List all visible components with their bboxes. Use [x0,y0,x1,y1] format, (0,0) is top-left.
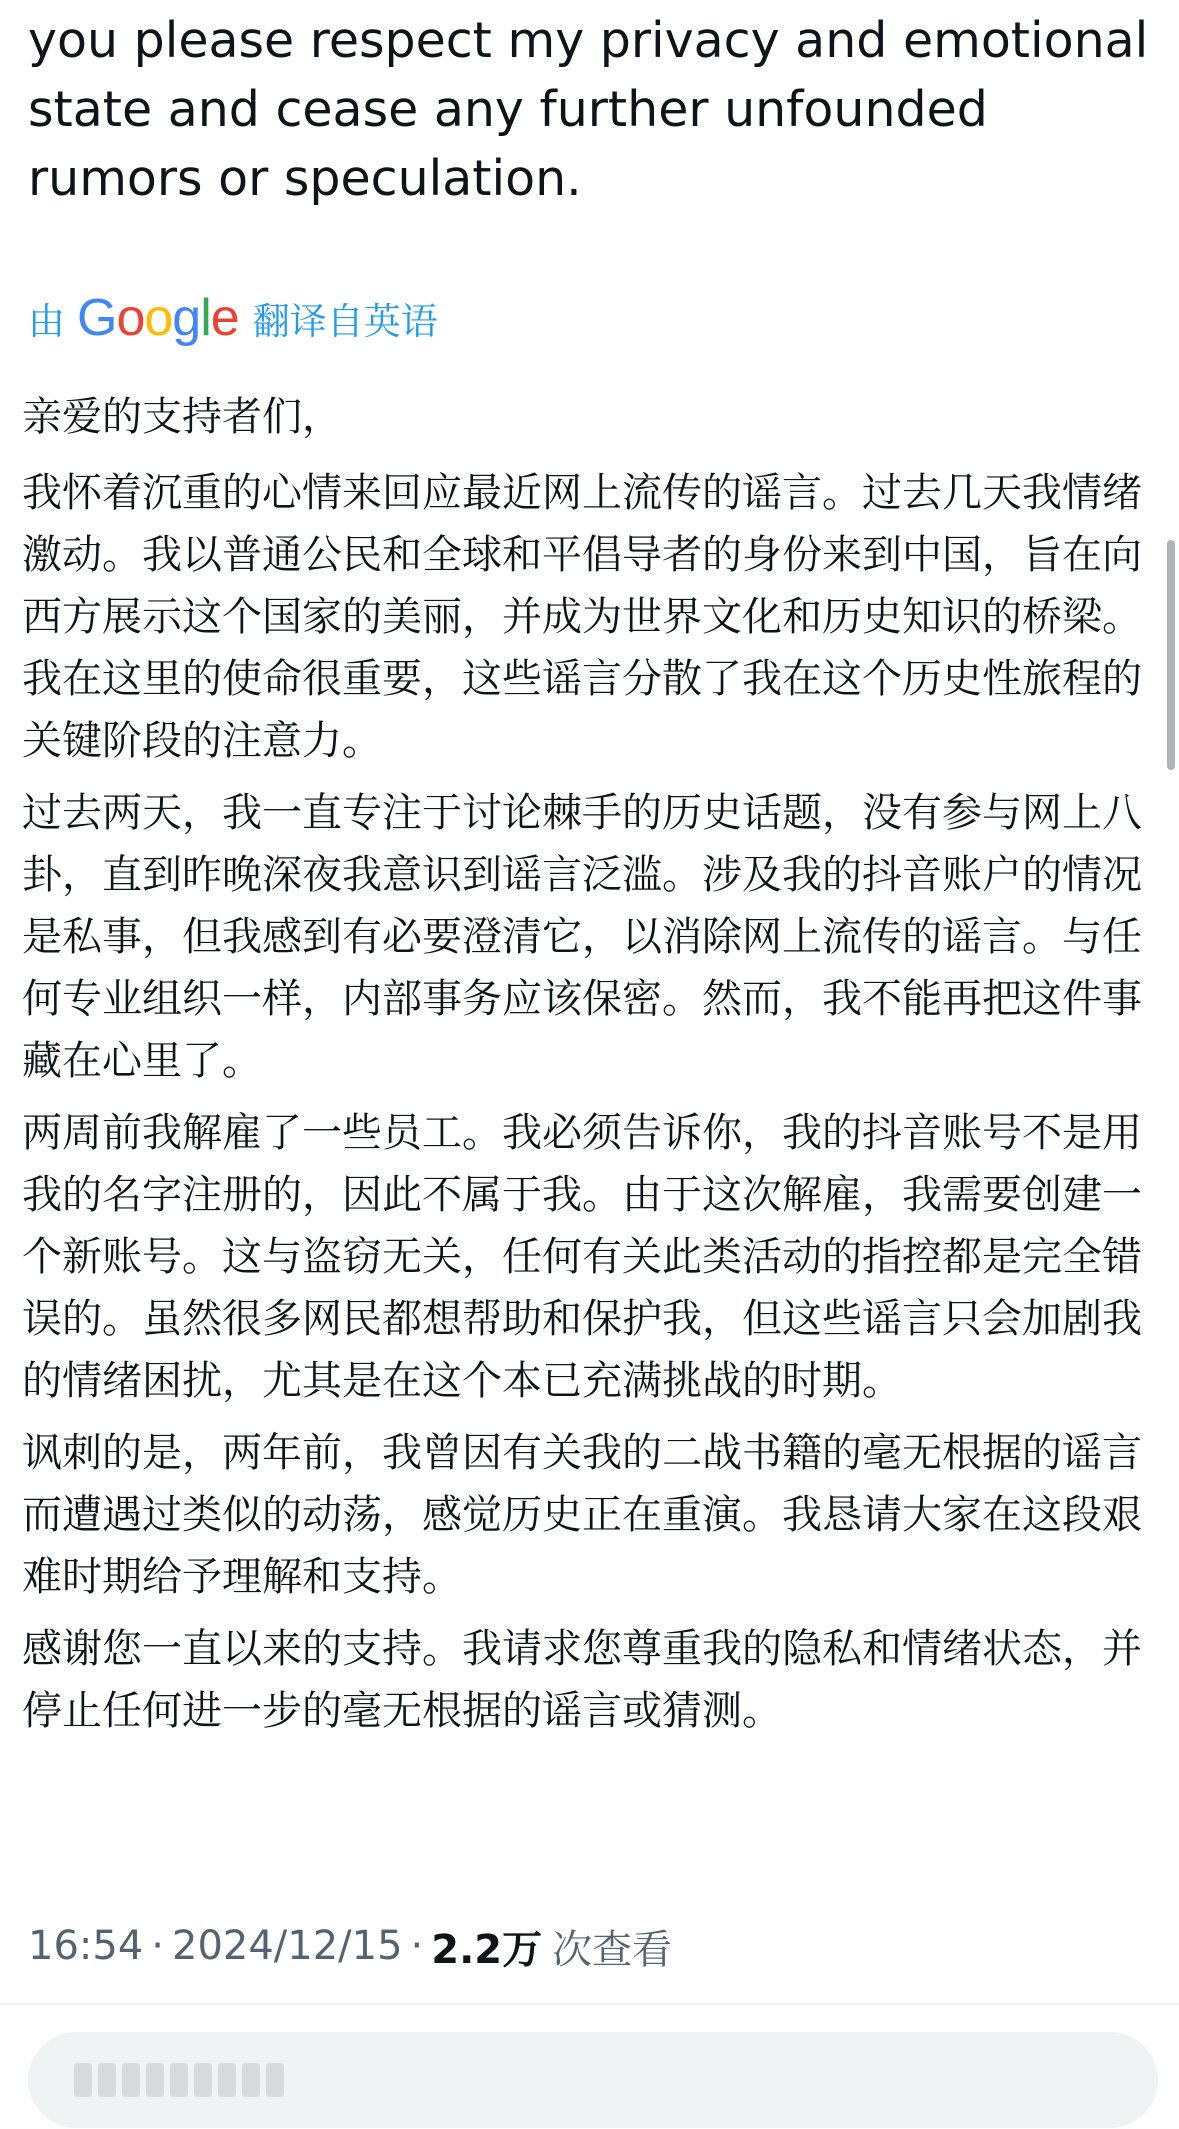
views-count[interactable]: 2.2万 [431,1926,543,1973]
meta-separator: · [151,1923,164,1969]
original-tweet-text: you please respect my privacy and emotional state and cease any further unfounded rumors or speculation. [28,12,1149,207]
google-logo-letter: l [200,289,211,347]
scrollbar[interactable] [1167,540,1175,770]
translated-tweet-text [22,386,1157,1752]
google-logo-letter: o [144,289,173,347]
divider [0,2003,1179,2005]
translated-paragraph: 感谢您一直以来的支持。我请求您尊重我的隐私和情绪状态，并停止任何进一步的毫无根据的谣言或猜测。 [22,1626,1142,1734]
tweet-time[interactable]: 16:54 [28,1923,144,1969]
translated-paragraph: 亲爱的支持者们， [22,394,342,440]
reply-input[interactable] [28,2032,1158,2128]
google-logo-letter: g [172,289,201,347]
translated-paragraph: 过去两天，我一直专注于讨论棘手的历史话题，没有参与网上八卦，直到昨晚深夜我意识到谣言泛滥。涉及我的抖音账户的情况是私事，但我感到有必要澄清它，以消除网上流传的谣言。与任何专业组织一样，内部事务应该保密。然而，我不能再把这件事藏在心里了。 [22,790,1142,1084]
translated-paragraph: 两周前我解雇了一些员工。我必须告诉你，我的抖音账号不是用我的名字注册的，因此不属于我。由于这次解雇，我需要创建一个新账号。这与盗窃无关，任何有关此类活动的指控都是完全错误的。虽然很多网民都想帮助和保护我，但这些谣言只会加剧我的情绪困扰，尤其是在这个本已充满挑战的时期。 [22,1110,1142,1404]
translated-paragraph: 我怀着沉重的心情来回应最近网上流传的谣言。过去几天我情绪激动。我以普通公民和全球和平倡导者的身份来到中国，旨在向西方展示这个国家的美丽，并成为世界文化和历史知识的桥梁。我在这里的使命很重要，这些谣言分散了我在这个历史性旅程的关键阶段的注意力。 [22,470,1142,764]
google-logo-letter: G [77,289,117,347]
google-logo-icon [77,288,239,348]
views-label[interactable]: 次查看 [552,1926,673,1973]
translation-by-label: 由 [28,300,65,343]
tweet-date[interactable]: 2024/12/15 [172,1923,403,1969]
reply-placeholder-redacted [74,2060,284,2100]
translation-language-label: 翻译自英语 [252,300,438,343]
google-logo-letter: o [116,289,145,347]
translation-attribution[interactable] [28,288,438,348]
meta-separator: · [410,1923,424,1969]
translated-paragraph: 讽刺的是，两年前，我曾因有关我的二战书籍的毫无根据的谣言而遭遇过类似的动荡，感觉历史正在重演。我恳请大家在这段艰难时期给予理解和支持。 [22,1430,1142,1600]
google-logo-letter: e [210,289,239,347]
tweet-meta [28,1916,672,1976]
